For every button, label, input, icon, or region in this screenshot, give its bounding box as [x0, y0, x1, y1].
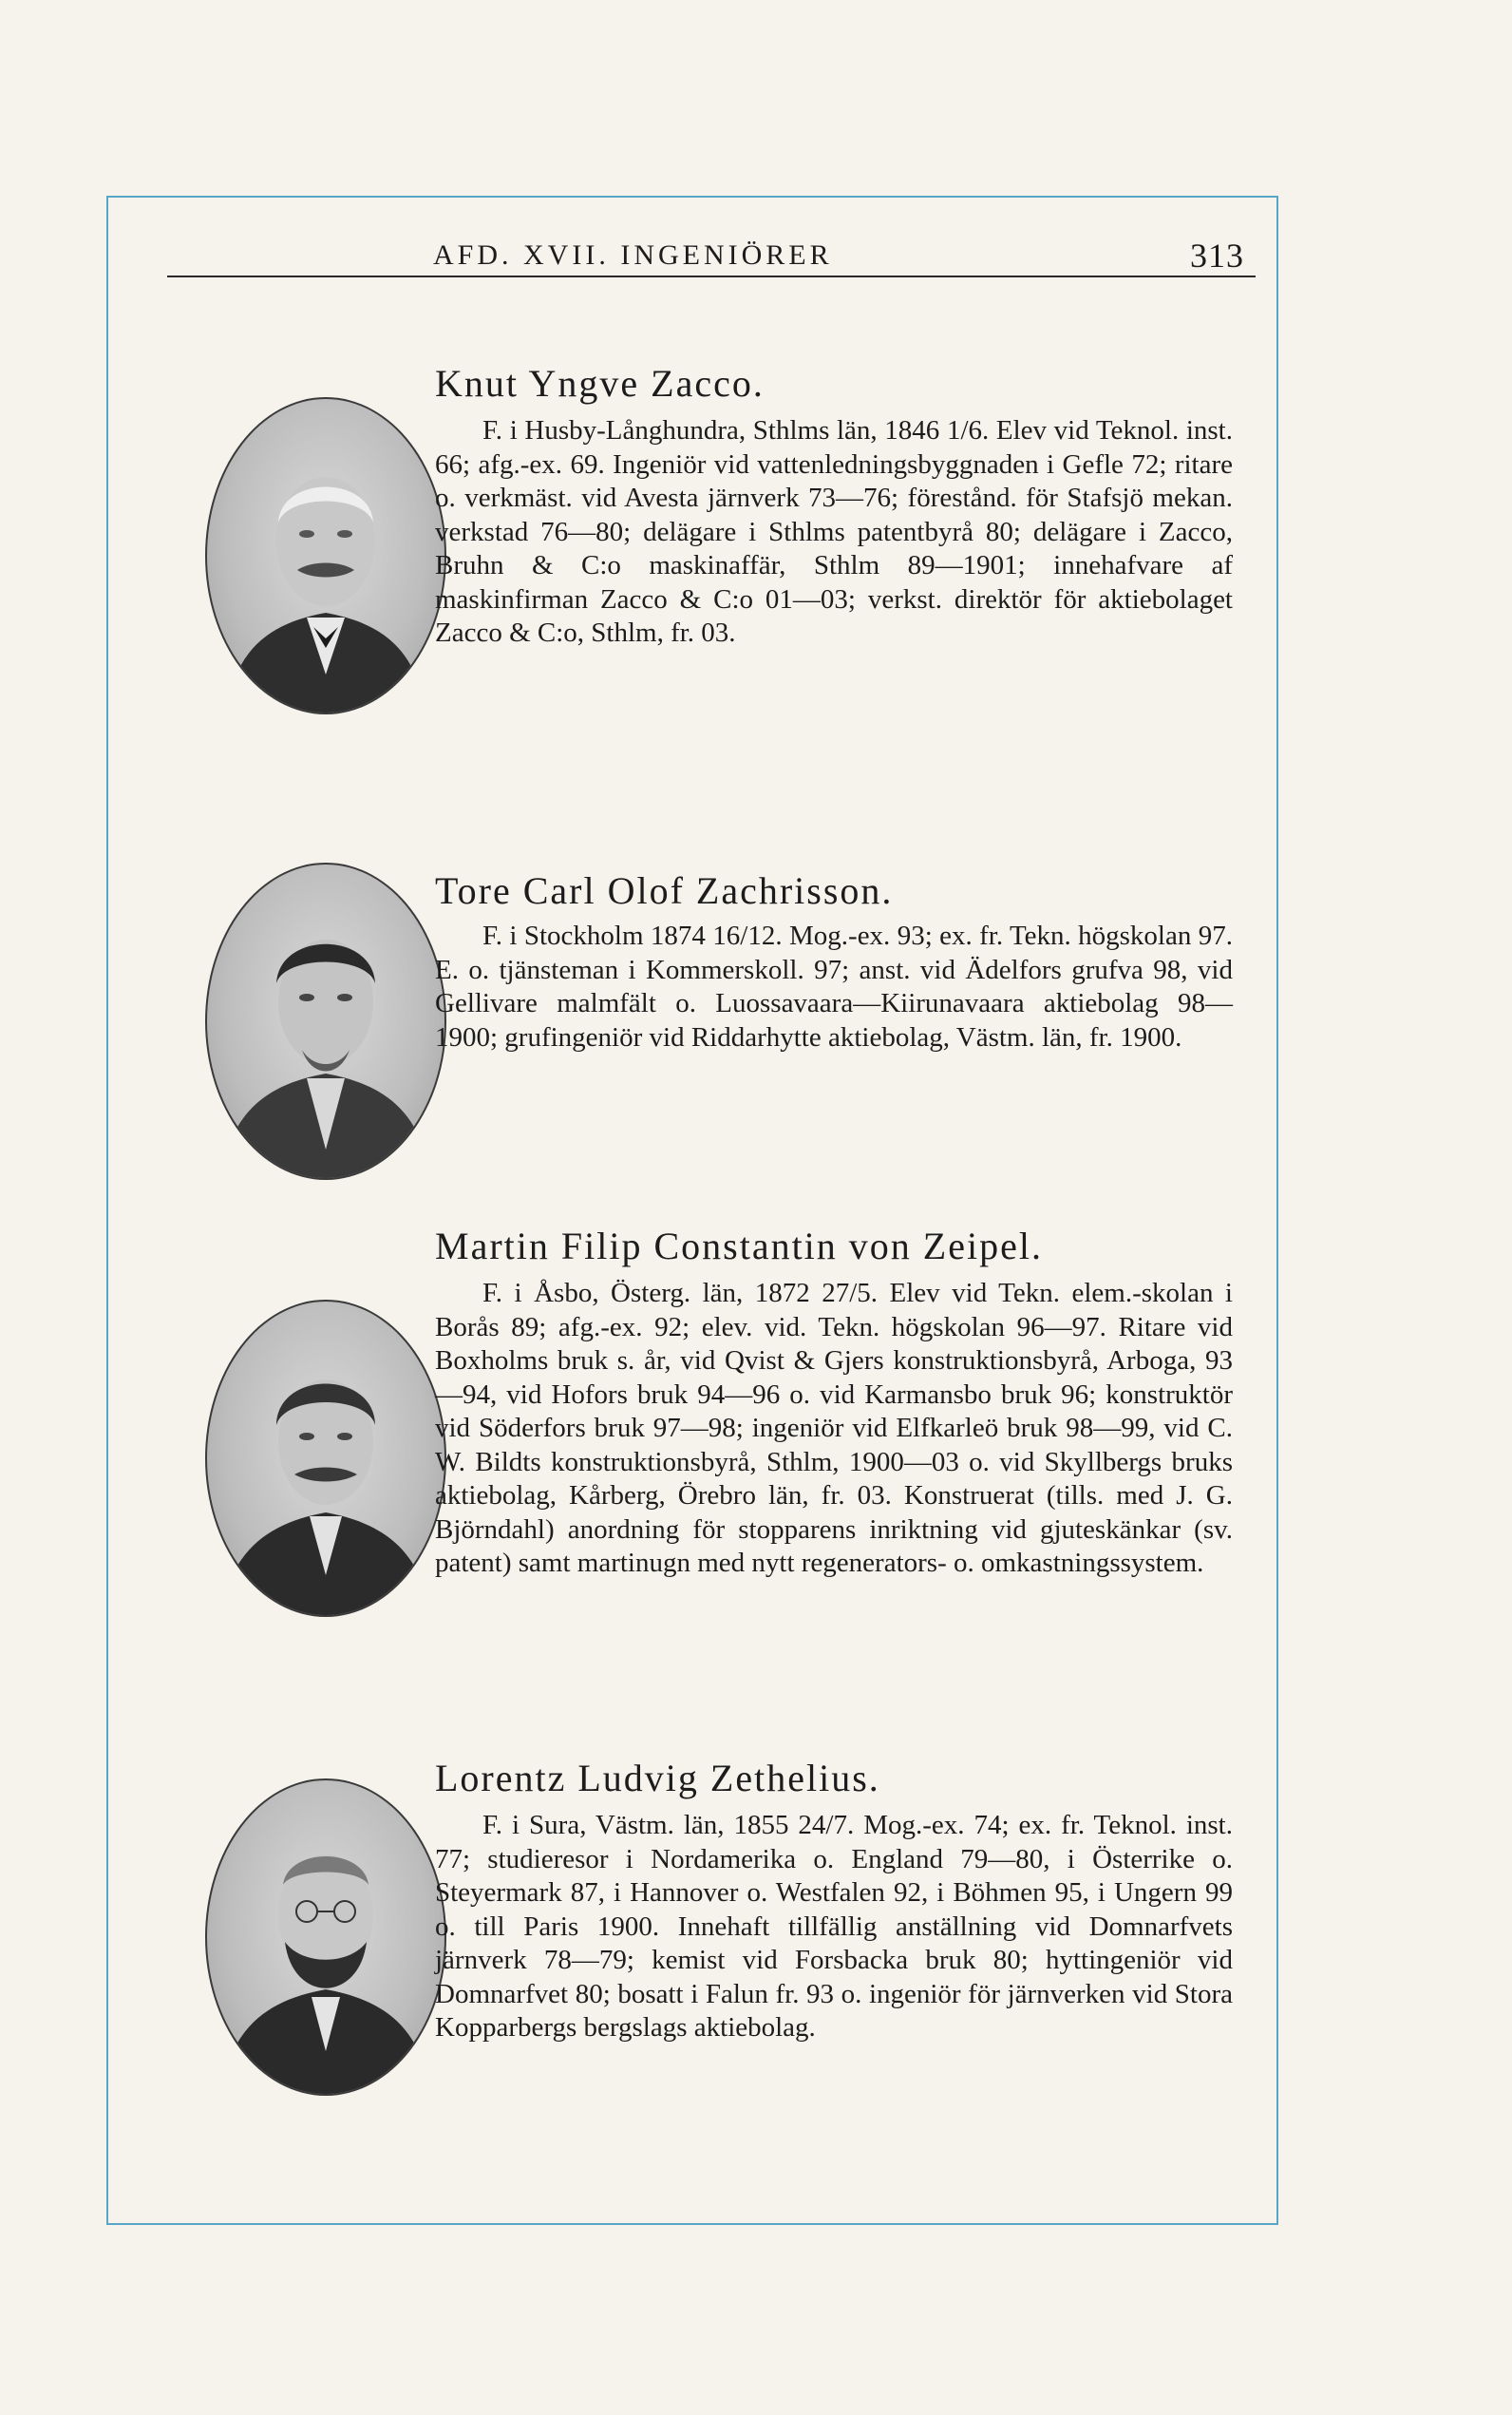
portrait-illustration	[207, 399, 444, 713]
portrait-photo	[205, 863, 446, 1180]
portrait-photo	[205, 397, 446, 714]
portrait-illustration	[207, 865, 444, 1178]
person-name: Lorentz Ludvig Zethelius.	[435, 1757, 880, 1799]
portrait-illustration	[207, 1780, 444, 2094]
page-number: 313	[1190, 237, 1244, 275]
person-biography: F. i Sura, Västm. län, 1855 24/7. Mog.-ex. 74; ex. fr. Teknol. inst. 77; studieresor i Nordamerika o. England 79—80, i Österrike o. Steyermark 87, i Hannover o. Westfalen 92, i Böhmen 95, i Ungern 99 o. till Paris 1900. Innehaft tillfällig anställning vid Domnarfvets järnverk 78—79; kemist vid Forsbacka bruk 80; hyttingeniör vid Domnarfvet 80; bosatt i Falun fr. 93 o. ingeniör för järnverken vid Stora Kopparbergs bergslags aktiebolag.	[435, 1810, 1233, 2043]
person-biography: F. i Åsbo, Österg. län, 1872 27/5. Elev vid Tekn. elem.-skolan i Borås 89; afg.-ex. 92; elev. vid. Tekn. högskolan 96—97. Ritare vid Boxholms bruk s. år, vid Qvist & Gjers konstruktionsbyrå, Arboga, 93—94, vid Hofors bruk 94—96 o. vid Karmansbo bruk 96; konstruktör vid Söderfors bruk 97—98; ingeniör vid Elfkarleö bruk 98—99, vid C. W. Bildts konstruktionsbyrå, Sthlm, 1900—03 o. vid Skyllbergs bruks aktiebolag, Kårberg, Örebro län, fr. 03. Konstruerat (tills. med J. G. Björndahl) anordning för stopparens inriktning vid gjuteskänkar (sv. patent) samt martinugn med nytt regenerators- o. omkastningssystem.	[435, 1278, 1233, 1578]
person-name: Tore Carl Olof Zachrisson.	[435, 869, 894, 912]
portrait-photo	[205, 1300, 446, 1617]
section-title: AFD. XVII. INGENIÖRER	[433, 239, 833, 271]
person-biography: F. i Husby-Långhundra, Sthlms län, 1846 1/6. Elev vid Teknol. inst. 66; afg.-ex. 69. Ingeniör vid vattenledningsbyggnaden i Gefle 72; ritare o. verkmäst. vid Avesta järnverk 73—76; förestånd. för Stafsjö mekan. verkstad 76—80; delägare i Sthlms patentbyrå 80; delägare i Zacco, Bruhn & C:o maskinaffär, Sthlm 89—1901; innehafvare af maskinfirman Zacco & C:o 01—03; verkst. direktör för aktiebolaget Zacco & C:o, Sthlm, fr. 03.	[435, 415, 1233, 648]
portrait-photo	[205, 1778, 446, 2096]
portrait-illustration	[207, 1302, 444, 1615]
person-name: Martin Filip Constantin von Zeipel.	[435, 1225, 1043, 1267]
person-name: Knut Yngve Zacco.	[435, 362, 765, 405]
person-biography: F. i Stockholm 1874 16/12. Mog.-ex. 93; ex. fr. Tekn. högskolan 97. E. o. tjänsteman i Kommerskoll. 97; anst. vid Ädelfors grufva 98, vid Gellivare malmfält o. Luossavaara—Kiirunavaara aktiebolag 98—1900; grufingeniör vid Riddarhytte aktiebolag, Västm. län, fr. 1900.	[435, 921, 1233, 1053]
running-header	[167, 234, 1256, 277]
